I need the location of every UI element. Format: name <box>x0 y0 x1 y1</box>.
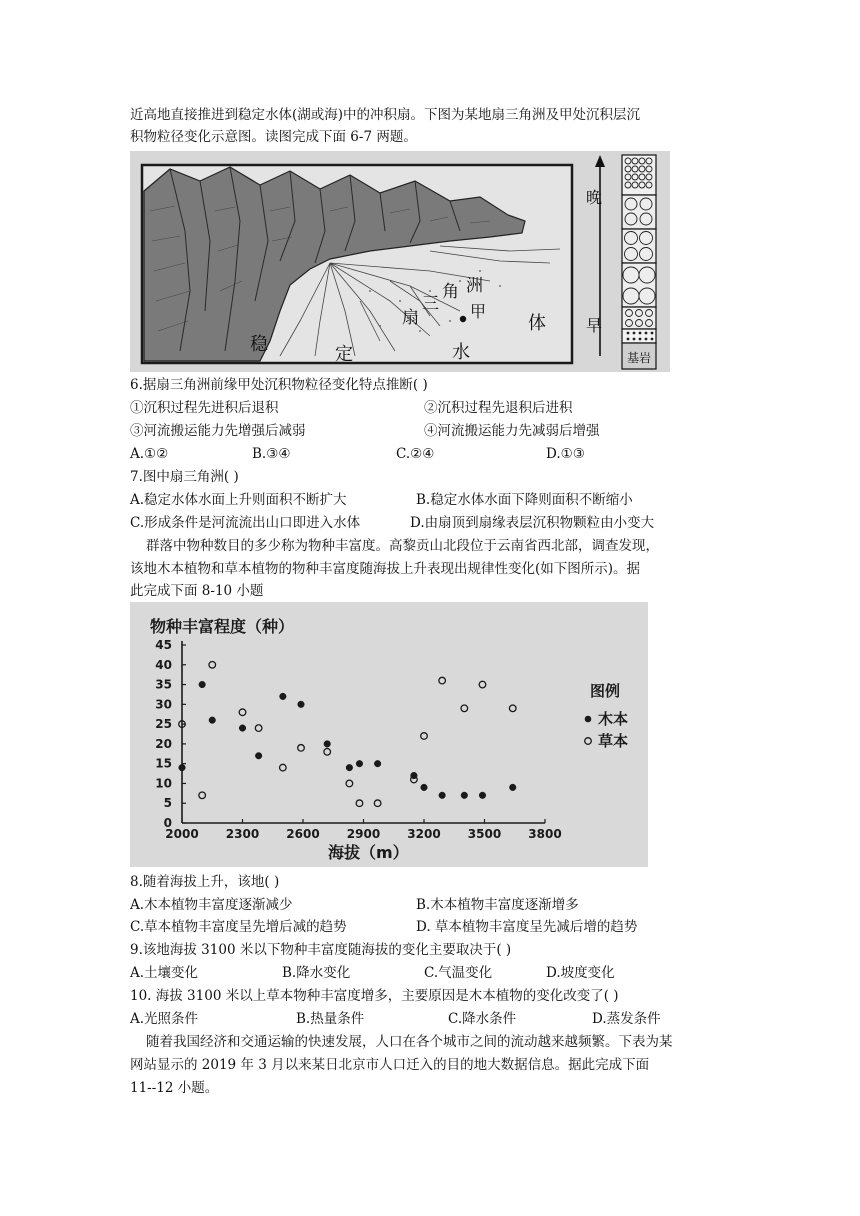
q8-option-c: C.草本植物丰富度呈先增后减的趋势 <box>130 919 347 935</box>
fan-delta-drawing <box>130 151 670 372</box>
woody-point <box>209 717 216 724</box>
intro-line-2: 积物粒径变化示意图。读图完成下面 6-7 两题。 <box>130 129 417 145</box>
species-richness-chart <box>130 602 648 867</box>
woody-point <box>374 760 381 767</box>
q7-option-c: C.形成条件是河流流出山口即进入水体 <box>130 515 361 531</box>
intro2-line-3: 此完成下面 8-10 小题 <box>130 583 264 599</box>
woody-point <box>421 784 428 791</box>
q9-option-d: D.坡度变化 <box>546 965 615 981</box>
time-arrow-head <box>595 155 605 167</box>
q8-option-b: B.木本植物丰富度逐渐增多 <box>416 897 579 913</box>
herb-point <box>374 800 381 807</box>
q6-option-a: A.①② <box>130 446 169 462</box>
y-tick-label: 40 <box>155 657 172 672</box>
fan-delta-figure <box>130 151 670 372</box>
point-jia-marker <box>460 316 466 322</box>
legend-title: 图例 <box>590 682 621 700</box>
herb-point <box>209 661 216 668</box>
woody-point <box>509 784 516 791</box>
intro3-line-1: 随着我国经济和交通运输的快速发展，人口在各个城市之间的流动越来越频繁。下表为某 <box>146 1034 673 1050</box>
q10-option-c: C.降水条件 <box>448 1011 517 1027</box>
x-tick-label: 2000 <box>165 827 199 841</box>
chart-svg <box>130 602 648 867</box>
y-tick-label: 20 <box>155 736 172 751</box>
x-tick-label: 3800 <box>528 827 562 841</box>
delta-char-2: 角 <box>442 282 459 302</box>
water-char-3: 水 <box>452 342 470 363</box>
chart-marks <box>179 661 516 806</box>
q10-stem: 10. 海拔 3100 米以上草本物种丰富度增多，主要原因是木本植物的变化改变了( ) <box>130 988 619 1004</box>
herb-point <box>199 792 206 799</box>
q8-stem: 8.随着海拔上升，该地( ) <box>130 874 280 890</box>
q7-stem: 7.图中扇三角洲( ) <box>130 469 239 485</box>
woody-point <box>239 725 246 732</box>
bedrock-label: 基岩 <box>627 351 652 365</box>
x-tick-label: 3500 <box>467 827 502 841</box>
q9-stem: 9.该地海拔 3100 米以下物种丰富度随海拔的变化主要取决于( ) <box>130 942 512 958</box>
y-tick-label: 25 <box>155 717 172 732</box>
x-tick-label: 3200 <box>407 827 441 841</box>
herb-point <box>324 749 331 756</box>
herb-point <box>356 800 363 807</box>
q7-option-d: D.由扇顶到扇缘表层沉积物颗粒由小变大 <box>410 515 655 531</box>
woody-point <box>179 764 186 771</box>
intro-line-1: 近高地直接推进到稳定水体(湖或海)中的冲积扇。下图为某地扇三角洲及甲处沉积层沉 <box>130 107 641 123</box>
fan-label: 扇 <box>402 308 419 328</box>
woody-point <box>479 792 486 799</box>
q6-option-c: C.②④ <box>396 446 435 462</box>
y-tick-label: 45 <box>155 638 172 652</box>
herb-point <box>509 705 516 712</box>
y-tick-label: 5 <box>163 796 172 811</box>
woody-point <box>439 792 446 799</box>
woody-point <box>346 764 353 771</box>
herb-point <box>421 733 428 740</box>
q6-statement-4: ④河流搬运能力先减弱后增强 <box>424 423 600 439</box>
y-tick-label: 0 <box>163 816 172 830</box>
q9-option-b: B.降水变化 <box>282 965 351 981</box>
q6-statement-1: ①沉积过程先进积后退积 <box>130 400 279 416</box>
herb-point <box>479 681 486 688</box>
q6-statement-3: ③河流搬运能力先增强后减弱 <box>130 423 306 439</box>
x-tick-label: 2300 <box>225 827 260 841</box>
woody-point <box>324 741 331 748</box>
q8-option-a: A.木本植物丰富度逐渐减少 <box>130 897 293 913</box>
q9-option-a: A.土壤变化 <box>130 965 199 981</box>
q10-option-a: A.光照条件 <box>130 1011 199 1027</box>
q9-option-c: C.气温变化 <box>424 965 493 981</box>
q10-option-d: D.蒸发条件 <box>592 1011 661 1027</box>
chart-axes <box>155 638 561 841</box>
early-label: 早 <box>586 316 603 335</box>
legend-woody-label: 木本 <box>598 710 629 728</box>
x-tick-label: 2900 <box>346 827 381 841</box>
woody-point <box>255 752 262 759</box>
q10-option-b: B.热量条件 <box>296 1011 365 1027</box>
y-tick-label: 15 <box>155 756 172 771</box>
woody-point <box>199 681 206 688</box>
woody-point <box>356 760 363 767</box>
herb-point <box>239 709 246 716</box>
sediment-column <box>622 155 656 369</box>
intro3-line-3: 11--12 小题。 <box>130 1080 219 1096</box>
q7-option-b: B.稳定水体水面下降则面积不断缩小 <box>416 492 633 508</box>
herb-point <box>461 705 468 712</box>
legend-herb-label: 草本 <box>598 732 629 750</box>
point-jia-label: 甲 <box>470 302 487 321</box>
q6-stem: 6.据扇三角洲前缘甲处沉积物粒径变化特点推断( ) <box>130 377 428 393</box>
intro3-line-2: 网站显示的 2019 年 3 月以来某日北京市人口迁入的目的地大数据信息。据此完成下面 <box>130 1057 650 1073</box>
y-tick-label: 35 <box>155 677 172 692</box>
legend-herb-marker <box>585 738 592 745</box>
water-char-2: 定 <box>335 344 353 365</box>
q6-statement-2: ②沉积过程先退积后进积 <box>424 400 573 416</box>
q7-option-a: A.稳定水体水面上升则面积不断扩大 <box>130 492 347 508</box>
herb-point <box>255 725 262 732</box>
chart-title: 物种丰富程度（种） <box>150 617 295 636</box>
water-char-4: 体 <box>528 313 546 334</box>
q6-option-b: B.③④ <box>252 446 291 462</box>
delta-char-3: 洲 <box>466 276 483 296</box>
intro2-line-2: 该地木本植物和草本植物的物种丰富度随海拔上升表现出规律性变化(如下图所示)。据 <box>130 561 641 577</box>
woody-point <box>461 792 468 799</box>
q8-option-d: D. 草本植物丰富度呈先减后增的趋势 <box>416 919 638 935</box>
herb-point <box>298 745 305 752</box>
intro2-line-1: 群落中物种数目的多少称为物种丰富度。高黎贡山北段位于云南省西北部，调查发现， <box>146 538 659 554</box>
x-tick-label: 2600 <box>286 827 320 841</box>
legend-woody-marker <box>585 716 592 723</box>
herb-point <box>280 764 287 771</box>
woody-point <box>298 701 305 708</box>
woody-point <box>280 693 287 700</box>
y-tick-label: 30 <box>155 697 172 712</box>
herb-point <box>439 677 446 684</box>
q6-option-d: D.①③ <box>546 446 585 462</box>
delta-char-1: 三 <box>422 294 439 314</box>
water-char-1: 稳 <box>250 334 268 355</box>
late-label: 晚 <box>586 188 603 207</box>
chart-xlabel: 海拔（m） <box>328 843 409 862</box>
y-tick-label: 10 <box>155 776 172 791</box>
herb-point <box>346 780 353 787</box>
